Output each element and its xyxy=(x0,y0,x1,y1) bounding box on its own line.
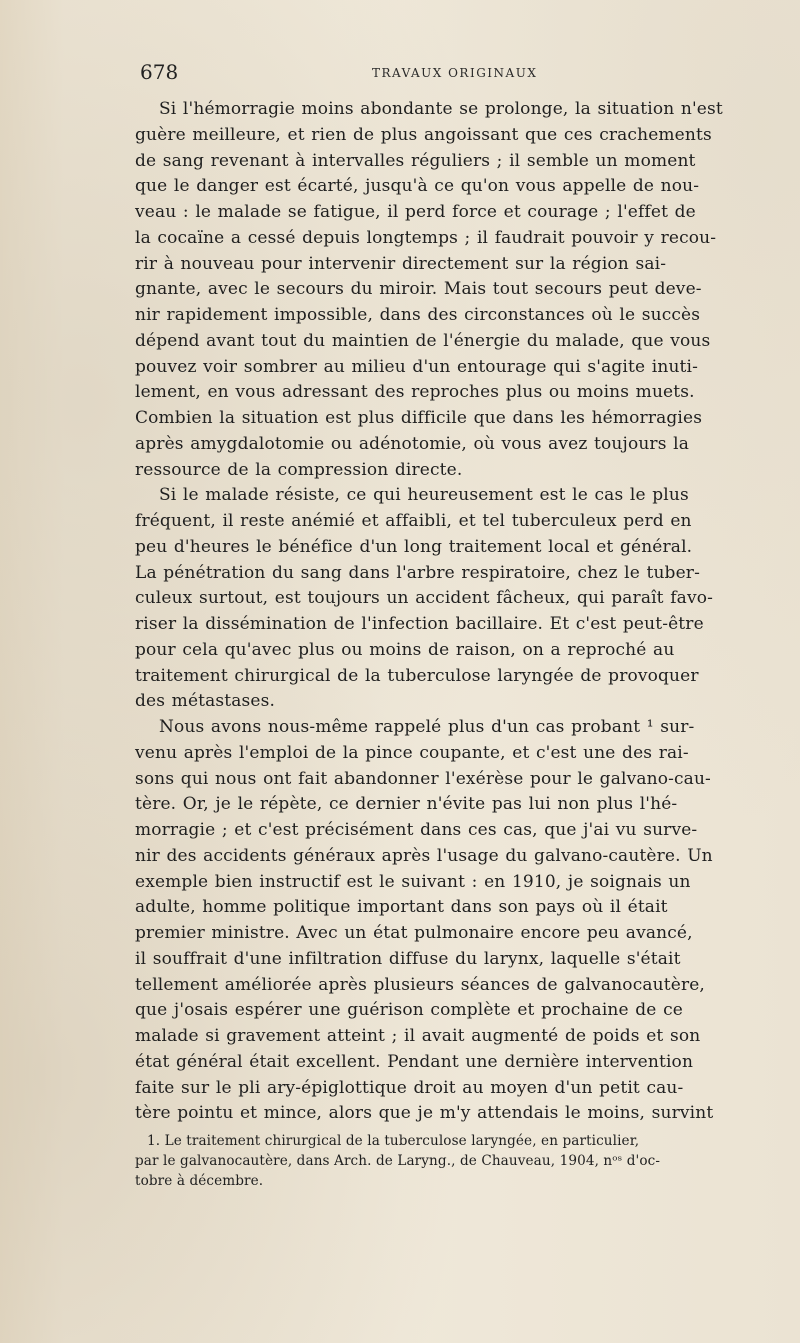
text-line: fréquent, il reste anémié et affaibli, et tel tuberculeux perd en xyxy=(135,511,692,531)
text-line: nir des accidents généraux après l'usage du galvano-cautère. Un xyxy=(135,845,713,866)
text-line: ressource de la compression directe. xyxy=(135,459,463,480)
text-line: la cocaïne a cessé depuis longtemps ; il faudrait pouvoir y recou- xyxy=(135,227,717,248)
text-line: traitement chirurgical de la tuberculose laryngée de provoquer xyxy=(135,665,699,686)
text-line: après amygdalotomie ou adénotomie, où vous avez toujours la xyxy=(135,433,690,454)
footnote-line: par le galvanocautère, dans Arch. de Laryng., de Chauveau, 1904, nᵒˢ d'oc- xyxy=(135,1153,661,1169)
text-line: tère. Or, je le répète, ce dernier n'évite pas lui non plus l'hé- xyxy=(135,794,678,815)
text-line: tellement améliorée après plusieurs séances de galvanocautère, xyxy=(135,974,705,995)
text-line: veau : le malade se fatigue, il perd force et courage ; l'effet de xyxy=(135,202,696,222)
footnote xyxy=(135,1131,760,1191)
body-text xyxy=(135,97,755,1127)
running-head: TRAVAUX ORIGINAUX xyxy=(372,66,538,80)
text-line: de sang revenant à intervalles réguliers ; il semble un moment xyxy=(135,150,696,171)
text-line: il souffrait d'une infiltration diffuse du larynx, laquelle s'était xyxy=(135,948,681,969)
text-line: guère meilleure, et rien de plus angoissant que ces crachements xyxy=(135,124,712,145)
text-line: faite sur le pli ary-épiglottique droit au moyen d'un petit cau- xyxy=(135,1077,684,1098)
text-line: morragie ; et c'est précisément dans ces cas, que j'ai vu surve- xyxy=(135,820,698,840)
text-line: des métastases. xyxy=(135,691,276,712)
text-line: pouvez voir sombrer au milieu d'un entourage qui s'agite inuti- xyxy=(135,356,699,377)
text-line: lement, en vous adressant des reproches plus ou moins muets. xyxy=(135,382,695,403)
text-line: venu après l'emploi de la pince coupante, et c'est une des rai- xyxy=(135,742,689,763)
text-line: gnante, avec le secours du miroir. Mais tout secours peut deve- xyxy=(135,279,702,300)
text-line: peu d'heures le bénéfice d'un long traitement local et général. xyxy=(135,536,693,557)
text-line: malade si gravement atteint ; il avait augmenté de poids et son xyxy=(135,1026,701,1046)
text-line: Combien la situation est plus difficile que dans les hémorragies xyxy=(135,408,703,428)
text-line: nir rapidement impossible, dans des circonstances où le succès xyxy=(135,305,701,325)
page-number: 678 xyxy=(140,60,179,84)
footnote-line: 1. Le traitement chirurgical de la tuberculose laryngée, en particulier, xyxy=(147,1133,640,1149)
page-header xyxy=(135,60,755,90)
text-line: rir à nouveau pour intervenir directement sur la région sai- xyxy=(135,253,667,274)
text-line: Si l'hémorragie moins abondante se prolonge, la situation n'est xyxy=(159,99,723,119)
text-line: Si le malade résiste, ce qui heureusement est le cas le plus xyxy=(159,485,689,506)
footnote-line: tobre à décembre. xyxy=(135,1173,264,1189)
text-line: que j'osais espérer une guérison complète et prochaine de ce xyxy=(135,1000,683,1021)
text-line: sons qui nous ont fait abandonner l'exérèse pour le galvano-cau- xyxy=(135,768,711,789)
text-line: tère pointu et mince, alors que je m'y attendais le moins, survint xyxy=(135,1103,714,1124)
text-line: adulte, homme politique important dans son pays où il était xyxy=(135,897,668,918)
text-line: Nous avons nous-même rappelé plus d'un cas probant ¹ sur- xyxy=(159,717,695,737)
text-line: état général était excellent. Pendant une dernière intervention xyxy=(135,1051,694,1072)
text-line: riser la dissémination de l'infection bacillaire. Et c'est peut-être xyxy=(135,614,704,634)
text-line: exemple bien instructif est le suivant : en 1910, je soignais un xyxy=(135,871,691,892)
text-line: culeux surtout, est toujours un accident fâcheux, qui paraît favo- xyxy=(135,588,713,609)
text-line: dépend avant tout du maintien de l'énergie du malade, que vous xyxy=(135,330,711,351)
text-line: pour cela qu'avec plus ou moins de raison, on a reproché au xyxy=(135,639,675,660)
text-line: premier ministre. Avec un état pulmonaire encore peu avancé, xyxy=(135,923,693,943)
text-line: que le danger est écarté, jusqu'à ce qu'on vous appelle de nou- xyxy=(135,176,700,197)
text-line: La pénétration du sang dans l'arbre respiratoire, chez le tuber- xyxy=(135,562,700,583)
